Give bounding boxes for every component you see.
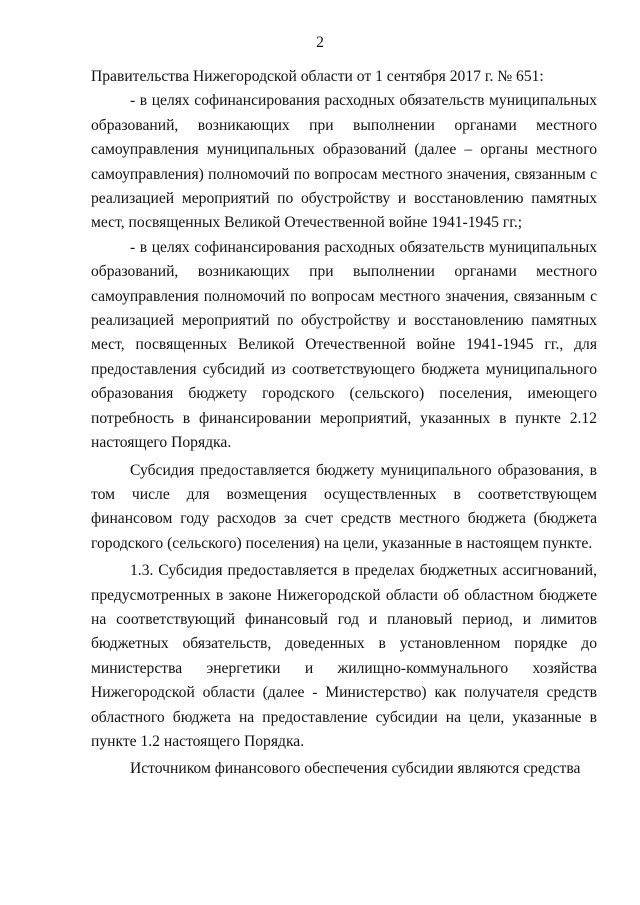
paragraph-section-1-3: 1.3. Субсидия предоставляется в пределах бюджетных ассигнований, предусмотренных в законе Нижегородской области об областном бюджете на соответствующий финансовый год и плановый период, и лимитов бюджетных обязательств, доведенных в установленном порядке до министерства энергетики и жилищно-коммунального хозяйства Нижегородской области (далее - Министерство) как получателя средств областного бюджета на предоставление субсидии на цели, указанные в пункте 1.2 настоящего Порядка. [91,562,597,750]
paragraph-continuation: Правительства Нижегородской области от 1 сентября 2017 г. № 651: [91,68,544,85]
paragraph-subsidy: Субсидия предоставляется бюджету муниципального образования, в том числе для возмещения осуществленных в соответствующем финансовом году расходов за счет средств местного бюджета (бюджета городского (сельского) поселения) на цели, указанные в настоящем пункте. [91,461,597,552]
paragraph-bullet-1: - в целях софинансирования расходных обязательств муниципальных образований, возникающих при выполнении органами местного самоуправления муниципальных образований (далее – органы местного самоуправления) полномочий по вопросам местного значения, связанным с реализацией мероприятий по обустройству и восстановлению памятных мест, посвященных Великой Отечественной войне 1941-1945 гг.; [91,92,597,232]
document-body [91,65,597,782]
page-number: 2 [316,34,324,51]
paragraph-bullet-2: - в целях софинансирования расходных обязательств муниципальных образований, возникающих при выполнении органами местного самоуправления полномочий по вопросам местного значения, связанным с реализацией мероприятий по обустройству и восстановлению памятных мест, посвященных Великой Отечественной войне 1941-1945 гг., для предоставления субсидий из соответствующего бюджета муниципального образования бюджету городского (сельского) поселения, имеющего потребность в финансировании мероприятий, указанных в пункте 2.12 настоящего Порядка. [91,238,597,452]
paragraph-funding-source: Источником финансового обеспечения субсидии являются средства [130,760,581,778]
